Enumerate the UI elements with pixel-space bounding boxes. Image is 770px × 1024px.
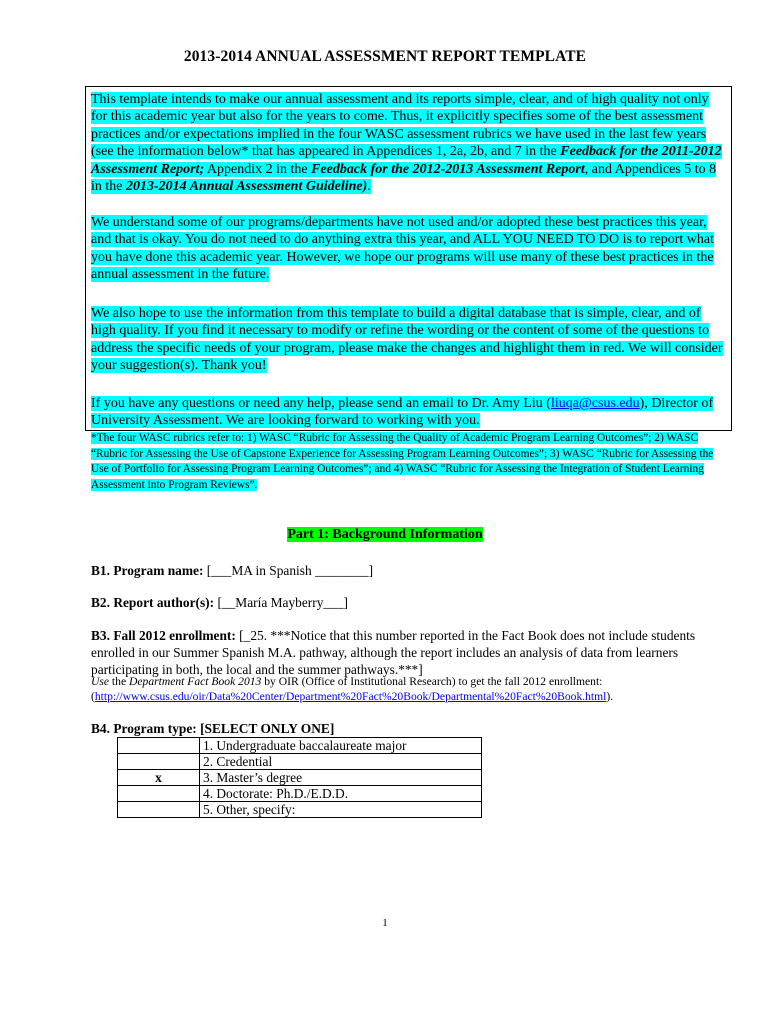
program-type-mark[interactable]	[118, 754, 200, 770]
b3-enrollment	[91, 627, 731, 678]
b3-note-fact-book: Department Fact Book 2013	[129, 675, 262, 688]
program-type-option: 3. Master’s degree	[200, 770, 482, 786]
b1-label: B1. Program name:	[91, 563, 204, 578]
part-1-title: Part 1: Background Information	[287, 527, 483, 542]
program-type-table	[117, 737, 482, 818]
intro-p1-text-a: This template intends to make our annual assessment and its reports simple, clear, and of high quality not only for this academic year but also for the years to come. Thus, it explicitly specifies some of the best assessment practices and/or expectations implied in the four WASC assessment rubrics we have used in the last few years (see the information below* that has appeared in Appendices 1, 2a, 2b, and 7 in the	[91, 92, 709, 160]
intro-p1-feedback-2011: Feedback for the 2011-2012 Assessment Report;	[91, 144, 722, 177]
program-type-mark[interactable]	[118, 738, 200, 754]
program-type-mark[interactable]: x	[118, 770, 200, 786]
program-type-row[interactable]	[118, 754, 482, 770]
b3-note	[91, 674, 731, 704]
program-type-mark[interactable]	[118, 802, 200, 818]
intro-p4-text-a: If you have any questions or need any help, please send an email to Dr. Amy Liu (	[91, 396, 551, 411]
intro-p1-text-g: .	[367, 179, 371, 195]
b2-value[interactable]: [__María Mayberry___]	[214, 595, 348, 610]
fact-book-link[interactable]: http://www.csus.edu/oir/Data%20Center/Department%20Fact%20Book/Departmental%20Fact%20Book.html	[94, 690, 607, 703]
program-type-row[interactable]	[118, 802, 482, 818]
b3-note-the: the	[109, 675, 129, 688]
intro-p1-guideline: 2013-2014 Annual Assessment Guideline)	[126, 179, 368, 195]
b3-note-use: Use	[91, 675, 110, 688]
program-type-row[interactable]	[118, 770, 482, 786]
b3-note-link-open: (	[91, 690, 95, 703]
program-type-row[interactable]	[118, 738, 482, 754]
b2-report-authors	[91, 594, 731, 611]
b3-note-text: by OIR (Office of Institutional Research) to get the fall 2012 enrollment:	[261, 675, 603, 688]
contact-email-link[interactable]: liuqa@csus.edu	[550, 396, 640, 411]
program-type-mark[interactable]	[118, 786, 200, 802]
footnote-text: *The four WASC rubrics refer to: 1) WASC “Rubric for Assessing the Quality of Academic Program Learning Outcomes”; 2) WASC “Rubric for Assessing the Use of Capstone Experience for Assessing Program Learning Outcomes”; 3) WASC “Rubric for Assessing the Use of Portfolio for Assessing Program Learning Outcomes”; and 4) WASC “Rubric for Assessing the Integration of Student Learning Assessment into Program Reviews”.	[91, 432, 714, 491]
b3-label: B3. Fall 2012 enrollment:	[91, 628, 236, 643]
program-type-option: 4. Doctorate: Ph.D./E.D.D.	[200, 786, 482, 802]
b4-program-type	[91, 720, 731, 737]
intro-paragraph-3	[91, 305, 727, 375]
b3-value[interactable]: [_25. ***Notice that this number reported in the Fact Book does not include students enrolled in our Summer Spanish M.A. pathway, although the report includes an analysis of data from learners participating in both, the local and the summer pathways.***]	[91, 628, 696, 677]
b3-note-link-close: ).	[606, 690, 614, 703]
part-1-heading	[0, 527, 770, 543]
program-type-row[interactable]	[118, 786, 482, 802]
intro-p1-text-c: Appendix 2 in the	[204, 161, 312, 177]
page-title: 2013-2014 ANNUAL ASSESSMENT REPORT TEMPLATE	[183, 48, 587, 65]
intro-paragraph-1	[91, 91, 727, 195]
b1-value[interactable]: [___MA in Spanish ________]	[203, 563, 374, 578]
intro-paragraph-2	[91, 214, 727, 284]
program-type-option: 5. Other, specify:	[200, 802, 482, 818]
program-type-option: 1. Undergraduate baccalaureate major	[200, 738, 482, 754]
b1-program-name	[91, 562, 731, 579]
b2-label: B2. Report author(s):	[91, 595, 215, 610]
intro-p4-text-b: ), Director of University Assessment. We are looking forward to working with you.	[91, 396, 714, 429]
program-type-option: 2. Credential	[200, 754, 482, 770]
b4-label: B4. Program type: [SELECT ONLY ONE]	[91, 721, 335, 736]
intro-paragraph-4	[91, 395, 727, 430]
intro-p3-text: We also hope to use the information from this template to build a digital database that is simple, clear, and of high quality. If you find it necessary to modify or refine the wording or the content of some of the questions to address the specific needs of your program, please make the changes and highlight them in red. We will consider your suggestion(s). Thank you!	[91, 306, 723, 374]
intro-p1-feedback-2012: Feedback for the 2012-2013 Assessment Report	[311, 161, 585, 177]
page-number: 1	[382, 917, 388, 929]
intro-p2-text: We understand some of our programs/departments have not used and/or adopted these best practices this year, and that is okay. You do not need to do anything extra this year, and ALL YOU NEED TO DO is to report what you have done this academic year. However, we hope our programs will use many of these best practices in the annual assessment in the future.	[91, 215, 714, 283]
intro-p1-text-e: , and Appendices 5 to 8 in the	[91, 161, 717, 195]
footnote	[91, 431, 731, 493]
